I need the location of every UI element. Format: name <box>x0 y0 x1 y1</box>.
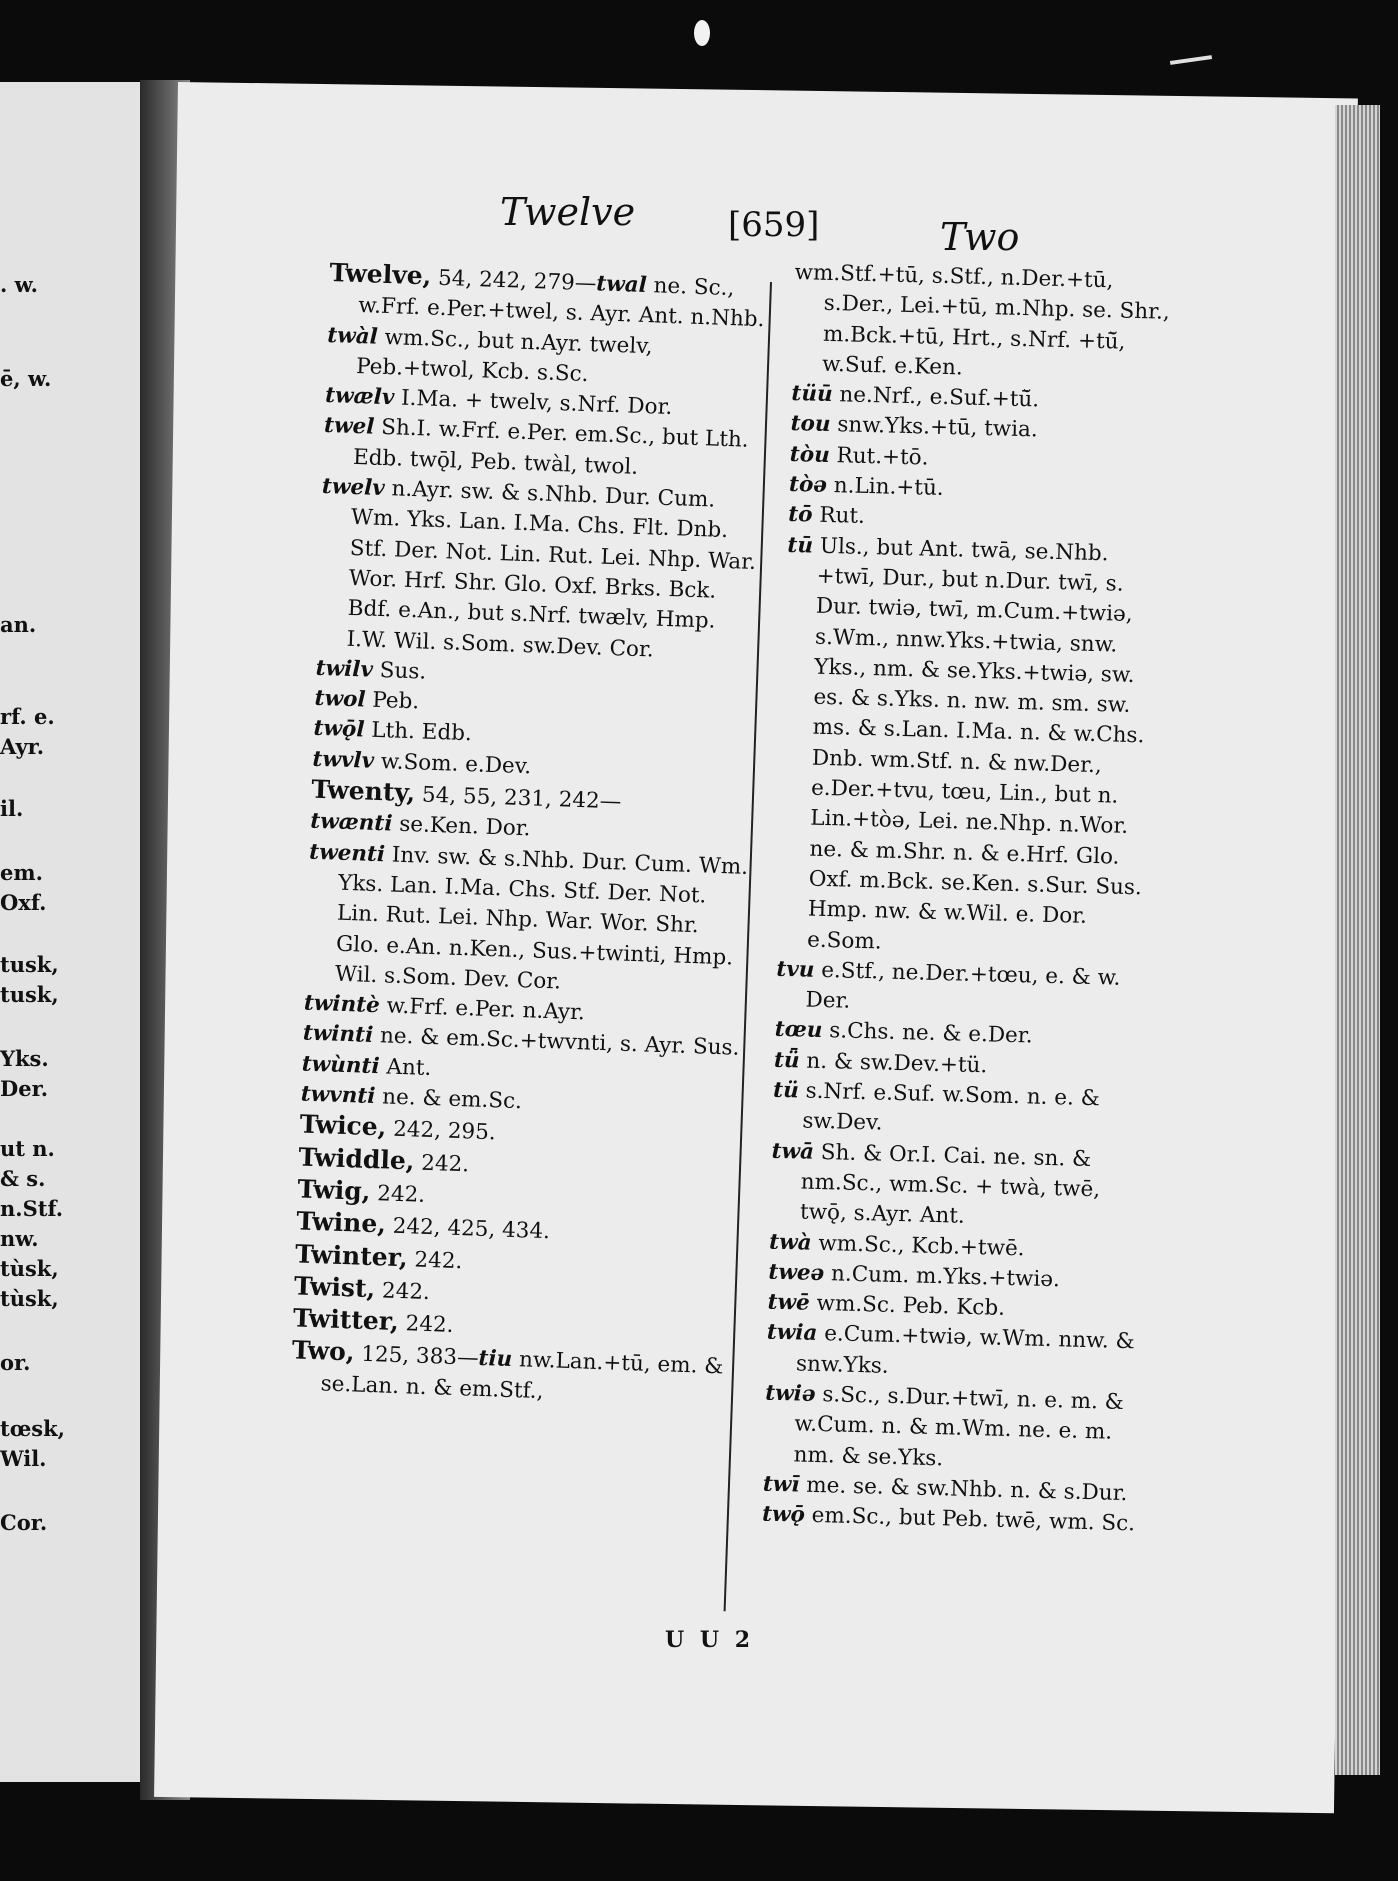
headword: Twenty, <box>310 774 416 808</box>
running-head-left: Twelve <box>500 190 636 234</box>
page-edges <box>1335 105 1380 1775</box>
dialect-list: Sh.I. w.Frf. e.Per. em.Sc., but Lth. Edb. twǭl, Peb. twàl, twol. <box>352 415 750 480</box>
dialect-list: ne.Nrf., e.Suf.+tū̆. <box>832 382 1040 413</box>
references: 242, 295. <box>385 1116 497 1146</box>
variant-form: twænti <box>309 809 393 837</box>
headword: Twine, <box>295 1206 387 1239</box>
dialect-list: n.Lin.+tū. <box>826 472 944 502</box>
facing-text-fragment: Wil. <box>0 1446 47 1471</box>
dialect-list: ne. & em.Sc.+twvnti, s. Ayr. Sus. <box>372 1023 740 1062</box>
variant-form: twol <box>314 685 366 713</box>
variant-form: twà <box>768 1229 812 1256</box>
facing-text-fragment: rf. e. <box>0 704 55 729</box>
facing-text-fragment: Ayr. <box>0 734 45 759</box>
headword: Twist, <box>293 1271 376 1303</box>
dialect-list: nw.Lan.+tū, em. & se.Lan. n. & em.Stf., <box>320 1347 724 1404</box>
variant-form: twùnti <box>301 1051 381 1079</box>
dialect-list: n. & sw.Dev.+tü. <box>799 1048 988 1079</box>
references: 242. <box>407 1246 463 1274</box>
headword: Two, <box>291 1335 356 1367</box>
entry <box>777 531 1168 965</box>
variant-form: tü <box>772 1077 800 1104</box>
facing-text-fragment: tusk, <box>0 982 59 1007</box>
facing-text-fragment: tùsk, <box>0 1256 59 1281</box>
headword: Twelve, <box>328 258 432 291</box>
dialect-list: wm.Sc., Kcb.+twē. <box>811 1230 1025 1261</box>
dialect-list: w.Frf. e.Per. n.Ayr. <box>379 993 586 1026</box>
variant-form: twǭ <box>761 1501 806 1528</box>
dialect-list: wm.Stf.+tū, s.Stf., n.Der.+tū, s.Der., Lei.+tū, m.Nhp. se. Shr., m.Bck.+tū, Hrt., s.Nrf. +tū̆, w.Suf. e.Ken. <box>794 259 1171 381</box>
dialect-list: ne. Sc., w.Frf. e.Per.+twel, s. Ayr. Ant. n.Nhb. <box>357 273 765 333</box>
entry <box>304 837 749 1004</box>
facing-text-fragment: tùsk, <box>0 1286 59 1311</box>
variant-form: tòə <box>788 472 828 498</box>
facing-text-fragment: ē, w. <box>0 366 52 391</box>
signature-mark: U U 2 <box>665 1627 754 1653</box>
dialect-list: em.Sc., but Peb. twē, wm. Sc. <box>804 1502 1136 1537</box>
facing-text-fragment: nw. <box>0 1226 39 1251</box>
variant-form: tō <box>787 502 813 528</box>
entry <box>763 1379 1145 1480</box>
dialect-list: Lth. Edb. <box>364 717 473 747</box>
entry <box>792 258 1175 389</box>
dialect-list: Uls., but Ant. twā, se.Nhb. +twī, Dur., but n.Dur. twī, s. Dur. twiə, twī, m.Cum.+twiə, s.Wm., nnw.Yks.+twia, snw. Yks., nm. & se.Yks.+twiə, sw. es. & s.Yks. n. nw. m. sm. sw. ms. & s.Lan. I.Ma. n. & w.Chs. Dnb. wm.Stf. n. & nw.Der., e.Der.+tvu, tœu, Lin., but n. Lin.+tòə, Lei. ne.Nhp. n.Wor. ne. & m.Shr. n. & e.Hrf. Glo. Oxf. m.Bck. se.Ken. s.Sur. Sus. Hmp. nw. & w.Wil. e. Dor. e.Som. <box>806 533 1145 955</box>
dialect-list: e.Cum.+twiə, w.Wm. nnw. & snw.Yks. <box>795 1321 1136 1379</box>
dialect-list: me. se. & sw.Nhb. n. & s.Dur. <box>799 1472 1128 1506</box>
variant-form: tū <box>787 532 814 559</box>
dialect-list: s.Nrf. e.Suf. w.Som. n. e. & sw.Dev. <box>798 1078 1101 1136</box>
facing-text-fragment: or. <box>0 1350 31 1375</box>
dialect-list: wm.Sc., but n.Ayr. twelv, Peb.+twol, Kcb. s.Sc. <box>355 324 654 387</box>
entry <box>775 955 1156 1026</box>
dialect-list: Sus. <box>372 657 427 685</box>
variant-form: twelv <box>321 473 386 502</box>
headword: Twig, <box>296 1174 372 1206</box>
page-number: [659] <box>728 205 820 245</box>
references: 242. <box>370 1180 426 1208</box>
references: 54, 242, 279— <box>430 265 597 297</box>
dialect-list: Peb. <box>365 687 420 715</box>
dialect-list: Sh. & Or.I. Cai. ne. sn. & nm.Sc., wm.Sc. + twà, twē, twǭ, s.Ayr. Ant. <box>799 1139 1101 1229</box>
variant-form: tœu <box>774 1017 823 1044</box>
facing-text-fragment: tusk, <box>0 952 59 977</box>
facing-text-fragment: Yks. <box>0 1046 49 1071</box>
variant-form: twel <box>323 413 375 441</box>
variant-form: twilv <box>315 655 374 683</box>
headword: Twitter, <box>292 1303 400 1337</box>
references: 54, 55, 231, 242— <box>414 782 622 815</box>
variant-form: twvlv <box>312 746 375 774</box>
variant-form: twia <box>766 1320 818 1347</box>
facing-text-fragment: il. <box>0 796 24 821</box>
running-head-right: Two <box>940 215 1020 259</box>
headword: Twiddle, <box>298 1142 416 1176</box>
facing-text-fragment: n.Stf. <box>0 1196 64 1221</box>
dialect-list: Inv. sw. & s.Nhb. Dur. Cum. Wm. Yks. Lan. I.Ma. Chs. Stf. Der. Not. Lin. Rut. Lei. Nhp. War. Wor. Shr. Glo. e.An. n.Ken., Sus.+twinti, Hmp. Wil. s.Som. Dev. Cor. <box>334 841 749 995</box>
scan-artifact-dot <box>694 20 710 46</box>
dialect-list: ne. & em.Sc. <box>374 1084 523 1115</box>
entry <box>766 1318 1147 1389</box>
dialect-list: se.Ken. Dor. <box>392 811 531 842</box>
facing-text-fragment: em. <box>0 860 43 885</box>
facing-text-fragment: ut n. <box>0 1136 55 1161</box>
facing-page-fragment <box>0 82 152 1782</box>
column-right <box>762 258 1175 1540</box>
references: 242, 425, 434. <box>385 1213 551 1245</box>
variant-form: twenti <box>308 839 386 867</box>
variant-form: twā <box>771 1138 815 1165</box>
references: 242. <box>374 1278 431 1305</box>
dialect-list: snw.Yks.+tū, twia. <box>830 412 1039 443</box>
variant-form: twinti <box>302 1020 374 1049</box>
headword: Twice, <box>299 1109 387 1142</box>
facing-text-fragment: . w. <box>0 272 38 297</box>
facing-text-fragment: Der. <box>0 1076 49 1101</box>
facing-text-fragment: Cor. <box>0 1510 48 1535</box>
variant-form: twintè <box>303 990 381 1019</box>
dialect-list: Ant. <box>379 1053 432 1081</box>
references: 242. <box>398 1311 454 1339</box>
variant-form: tvu <box>776 956 815 983</box>
dialect-list: e.Stf., ne.Der.+tœu, e. & w. Der. <box>805 957 1121 1014</box>
dialect-list: Rut.+tō. <box>829 442 929 471</box>
dialect-list: s.Chs. ne. & e.Der. <box>822 1018 1033 1049</box>
dialect-list: wm.Sc. Peb. Kcb. <box>809 1290 1006 1321</box>
variant-form: twal <box>595 271 648 299</box>
variant-form: tweə <box>768 1259 825 1286</box>
entry <box>770 1136 1152 1237</box>
entry <box>316 472 762 669</box>
variant-form: tüū <box>791 381 833 408</box>
facing-text-fragment: an. <box>0 612 37 637</box>
facing-text-fragment: & s. <box>0 1166 46 1191</box>
dialect-list: s.Sc., s.Dur.+twī, n. e. m. & w.Cum. n. & m.Wm. ne. e. m. nm. & se.Yks. <box>793 1381 1125 1471</box>
headword: Twinter, <box>294 1238 409 1272</box>
variant-form: tòu <box>789 441 831 468</box>
variant-form: tiu <box>478 1346 513 1373</box>
dialect-list: I.Ma. + twelv, s.Nrf. Dor. <box>393 385 673 421</box>
variant-form: twàl <box>326 322 379 350</box>
references: 125, 383— <box>354 1341 479 1372</box>
facing-text-fragment: tœsk, <box>0 1416 65 1441</box>
variant-form: tǖ <box>773 1047 800 1074</box>
dialect-list: n.Cum. m.Yks.+twiə. <box>823 1260 1061 1293</box>
dialect-list: w.Som. e.Dev. <box>373 748 532 780</box>
references: 242. <box>413 1150 470 1178</box>
variant-form: tou <box>790 411 831 438</box>
variant-form: twǭl <box>313 716 365 743</box>
variant-form: twiə <box>764 1380 816 1407</box>
facing-text-fragment: Oxf. <box>0 890 47 915</box>
column-left <box>290 258 770 1414</box>
variant-form: twvnti <box>300 1081 376 1110</box>
scan-artifact-dash <box>1170 55 1212 65</box>
variant-form: twī <box>762 1471 800 1498</box>
dialect-list: Rut. <box>812 502 866 530</box>
entry <box>772 1076 1153 1147</box>
dialect-list: n.Ayr. sw. & s.Nhb. Dur. Cum. Wm. Yks. Lan. I.Ma. Chs. Flt. Dnb. Stf. Der. Not. Lin. Rut. Lei. Nhp. War. Wor. Hrf. Shr. Glo. Oxf. Brks. Bck. Bdf. e.An., but s.Nrf. twælv, Hmp. I.W. Wil. s.Som. sw.Dev. Cor. <box>346 476 757 663</box>
variant-form: twē <box>767 1289 811 1316</box>
variant-form: twælv <box>324 383 395 411</box>
